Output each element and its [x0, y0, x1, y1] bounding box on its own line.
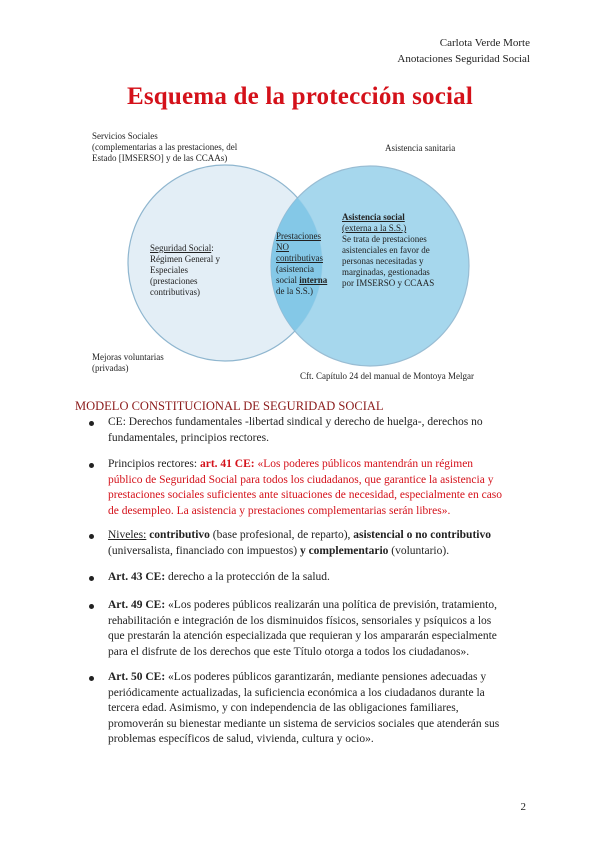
bullet-dot-icon — [89, 463, 94, 468]
venn-diagram — [0, 0, 600, 400]
label-servicios-sociales: Servicios Sociales (complementarias a las prestaciones, del Estado [IMSERSO] y de las CCAAs) — [92, 131, 238, 163]
bullet-dot-icon — [89, 576, 94, 581]
header-subject: Anotaciones Seguridad Social — [397, 53, 530, 65]
list-item: Art. 50 CE: «Los poderes públicos garantizarán, mediante pensiones adecuadas y periódicamente actualizadas, la suficiencia económica a los ciudadanos durante la tercera edad. Asimismo, y con independencia de las obligaciones familiares, promoverán su bienestar mediante un sistema de servicios sociales que atenderán sus problemas específicos de salud, vivienda, cultura y ocio». — [108, 670, 536, 748]
bullet-dot-icon — [89, 676, 94, 681]
section-heading: MODELO CONSTITUCIONAL DE SEGURIDAD SOCIAL — [75, 399, 384, 413]
list-item: Principios rectores: art. 41 CE: «Los poderes públicos mantendrán un régimen público de Seguridad Social para todos los ciudadanos, que garantice la asistencia y prestaciones sociales suficientes ante situaciones de necesidad, especialmente en caso de desempleo. La asistencia y prestaciones complementarias serán libres». — [108, 457, 536, 519]
left-circle-text: Seguridad Social: Régimen General y Especiales (prestaciones contributivas) — [150, 243, 220, 297]
bullet-dot-icon — [89, 534, 94, 539]
list-item: Art. 49 CE: «Los poderes públicos realizarán una política de previsión, tratamiento, rehabilitación e integración de los disminuidos físicos, sensoriales y psíquicos a los que prestarán la atención especializada que requieran y los ampararán especialmente para el disfrute de los derechos que este Título otorga a todos los ciudadanos». — [108, 598, 536, 660]
right-circle-text: Asistencia social (externa a la S.S.) Se trata de prestaciones asistenciales en favor de personas necesitadas y marginadas, gestionadas por IMSERSO y CCAAS — [342, 212, 435, 288]
overlap-text: Prestaciones NO contributivas (asistencia social interna de la S.S.) — [276, 231, 328, 296]
list-item: Niveles: contributivo (base profesional, de reparto), asistencial o no contributivo (universalista, financiado con impuestos) y complementario (voluntario). — [108, 528, 536, 559]
page-title: Esquema de la protección social — [126, 83, 473, 110]
label-asistencia-sanitaria: Asistencia sanitaria — [385, 143, 456, 153]
list-item: CE: Derechos fundamentales -libertad sindical y derecho de huelga-, derechos no fundamentales, principios rectores. — [108, 415, 536, 446]
page-number: 2 — [520, 801, 526, 813]
list-item: Art. 43 CE: derecho a la protección de la salud. — [108, 570, 536, 586]
bullet-dot-icon — [89, 421, 94, 426]
label-citation: Cft. Capítulo 24 del manual de Montoya Melgar — [300, 371, 474, 381]
bullet-dot-icon — [89, 604, 94, 609]
label-mejoras-voluntarias: Mejoras voluntarias (privadas) — [92, 352, 164, 373]
header-author: Carlota Verde Morte — [439, 37, 530, 49]
